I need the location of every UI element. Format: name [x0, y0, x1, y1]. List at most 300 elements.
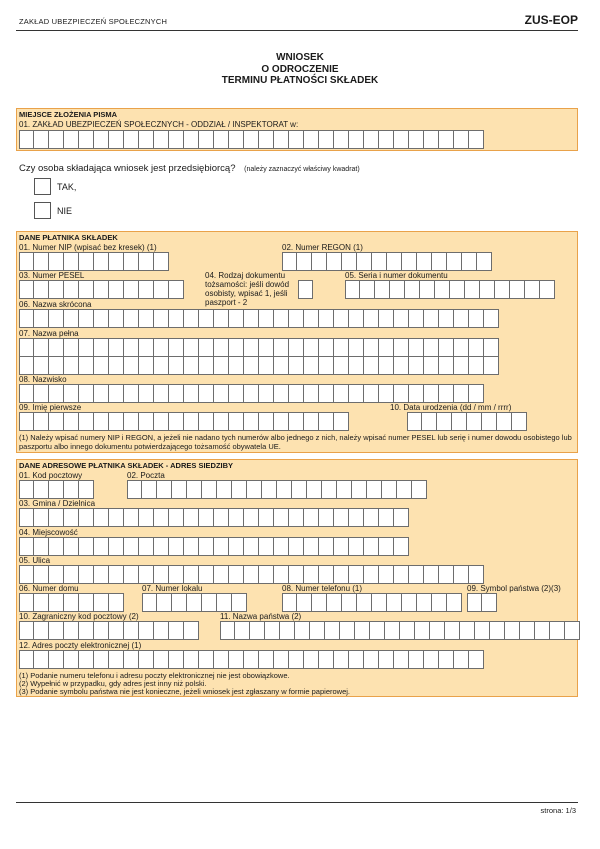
- char-cell[interactable]: [139, 565, 154, 584]
- char-cell[interactable]: [172, 480, 187, 499]
- char-cell[interactable]: [409, 565, 424, 584]
- char-cell[interactable]: [454, 384, 469, 403]
- char-cell[interactable]: [79, 356, 94, 375]
- char-cell[interactable]: [304, 384, 319, 403]
- char-cell[interactable]: [259, 130, 274, 149]
- char-cell[interactable]: [407, 412, 422, 431]
- char-cell[interactable]: [480, 280, 495, 299]
- char-cell[interactable]: [400, 621, 415, 640]
- char-cell[interactable]: [139, 537, 154, 556]
- char-cell[interactable]: [447, 593, 462, 612]
- char-cell[interactable]: [49, 537, 64, 556]
- char-cell[interactable]: [484, 356, 499, 375]
- char-cell[interactable]: [282, 252, 297, 271]
- char-cell[interactable]: [437, 412, 452, 431]
- char-cell[interactable]: [79, 130, 94, 149]
- char-cell[interactable]: [235, 621, 250, 640]
- char-cell[interactable]: [124, 508, 139, 527]
- char-cell[interactable]: [109, 650, 124, 669]
- char-cell[interactable]: [445, 621, 460, 640]
- char-cell[interactable]: [469, 356, 484, 375]
- char-cell[interactable]: [202, 480, 217, 499]
- char-cell[interactable]: [109, 412, 124, 431]
- char-cell[interactable]: [79, 593, 94, 612]
- char-cell[interactable]: [184, 309, 199, 328]
- char-cell[interactable]: [379, 650, 394, 669]
- char-cell[interactable]: [94, 537, 109, 556]
- char-cell[interactable]: [345, 280, 360, 299]
- char-cell[interactable]: [169, 565, 184, 584]
- char-cell[interactable]: [439, 565, 454, 584]
- char-cell[interactable]: [379, 565, 394, 584]
- char-cell[interactable]: [417, 252, 432, 271]
- char-cell[interactable]: [409, 356, 424, 375]
- char-cell[interactable]: [412, 480, 427, 499]
- char-cell[interactable]: [342, 252, 357, 271]
- char-cell[interactable]: [349, 384, 364, 403]
- char-cell[interactable]: [259, 384, 274, 403]
- char-cell[interactable]: [367, 480, 382, 499]
- char-cell[interactable]: [304, 130, 319, 149]
- char-cell[interactable]: [289, 384, 304, 403]
- char-cell[interactable]: [157, 480, 172, 499]
- char-cell[interactable]: [19, 480, 34, 499]
- char-cell[interactable]: [297, 593, 312, 612]
- char-cell[interactable]: [127, 480, 142, 499]
- char-cell[interactable]: [109, 593, 124, 612]
- char-cell[interactable]: [390, 280, 405, 299]
- char-cell[interactable]: [184, 412, 199, 431]
- char-cell[interactable]: [169, 537, 184, 556]
- char-cell[interactable]: [352, 480, 367, 499]
- char-cell[interactable]: [307, 480, 322, 499]
- char-cell[interactable]: [364, 508, 379, 527]
- char-cell[interactable]: [199, 130, 214, 149]
- char-cell[interactable]: [319, 130, 334, 149]
- char-cell[interactable]: [467, 412, 482, 431]
- char-cell[interactable]: [232, 480, 247, 499]
- char-cell[interactable]: [550, 621, 565, 640]
- char-cell[interactable]: [424, 650, 439, 669]
- char-cell[interactable]: [505, 621, 520, 640]
- char-cell[interactable]: [184, 621, 199, 640]
- char-cell[interactable]: [19, 537, 34, 556]
- char-cell[interactable]: [409, 309, 424, 328]
- char-cell[interactable]: [34, 621, 49, 640]
- char-cell[interactable]: [394, 650, 409, 669]
- char-cell[interactable]: [424, 356, 439, 375]
- char-cell[interactable]: [244, 130, 259, 149]
- char-cell[interactable]: [334, 338, 349, 357]
- char-cell[interactable]: [304, 309, 319, 328]
- char-cell[interactable]: [109, 252, 124, 271]
- char-cell[interactable]: [394, 338, 409, 357]
- char-cell[interactable]: [19, 130, 34, 149]
- char-cell[interactable]: [409, 338, 424, 357]
- char-cell[interactable]: [19, 356, 34, 375]
- char-cell[interactable]: [79, 280, 94, 299]
- char-cell[interactable]: [229, 537, 244, 556]
- char-cell[interactable]: [109, 384, 124, 403]
- char-cell[interactable]: [424, 338, 439, 357]
- char-cell[interactable]: [34, 537, 49, 556]
- char-cell[interactable]: [397, 480, 412, 499]
- char-cell[interactable]: [94, 384, 109, 403]
- char-cell[interactable]: [79, 480, 94, 499]
- char-cell[interactable]: [184, 384, 199, 403]
- char-cell[interactable]: [490, 621, 505, 640]
- char-cell[interactable]: [304, 565, 319, 584]
- char-cell[interactable]: [214, 508, 229, 527]
- char-cell[interactable]: [409, 130, 424, 149]
- char-cell[interactable]: [415, 621, 430, 640]
- char-cell[interactable]: [334, 537, 349, 556]
- char-cell[interactable]: [199, 537, 214, 556]
- char-cell[interactable]: [19, 650, 34, 669]
- char-cell[interactable]: [124, 537, 139, 556]
- char-cell[interactable]: [49, 384, 64, 403]
- char-cell[interactable]: [469, 130, 484, 149]
- char-cell[interactable]: [289, 130, 304, 149]
- char-cell[interactable]: [184, 650, 199, 669]
- char-cell[interactable]: [402, 252, 417, 271]
- char-cell[interactable]: [454, 565, 469, 584]
- char-cell[interactable]: [439, 356, 454, 375]
- char-cell[interactable]: [357, 593, 372, 612]
- char-cell[interactable]: [460, 621, 475, 640]
- char-cell[interactable]: [64, 537, 79, 556]
- char-cell[interactable]: [334, 412, 349, 431]
- char-cell[interactable]: [304, 537, 319, 556]
- char-cell[interactable]: [349, 356, 364, 375]
- char-cell[interactable]: [469, 565, 484, 584]
- char-cell[interactable]: [94, 508, 109, 527]
- char-cell[interactable]: [217, 480, 232, 499]
- char-cell[interactable]: [409, 650, 424, 669]
- char-cell[interactable]: [109, 280, 124, 299]
- char-cell[interactable]: [229, 384, 244, 403]
- char-cell[interactable]: [357, 252, 372, 271]
- char-cell[interactable]: [19, 384, 34, 403]
- char-cell[interactable]: [355, 621, 370, 640]
- char-cell[interactable]: [289, 338, 304, 357]
- char-cell[interactable]: [34, 130, 49, 149]
- char-cell[interactable]: [450, 280, 465, 299]
- char-cell[interactable]: [139, 356, 154, 375]
- char-cell[interactable]: [124, 338, 139, 357]
- char-cell[interactable]: [184, 537, 199, 556]
- char-cell[interactable]: [405, 280, 420, 299]
- char-cell[interactable]: [124, 252, 139, 271]
- char-cell[interactable]: [259, 356, 274, 375]
- char-cell[interactable]: [467, 593, 482, 612]
- char-cell[interactable]: [64, 384, 79, 403]
- char-cell[interactable]: [229, 338, 244, 357]
- char-cell[interactable]: [304, 338, 319, 357]
- char-cell[interactable]: [124, 412, 139, 431]
- char-cell[interactable]: [124, 309, 139, 328]
- char-cell[interactable]: [34, 593, 49, 612]
- char-cell[interactable]: [154, 650, 169, 669]
- char-cell[interactable]: [259, 565, 274, 584]
- char-cell[interactable]: [565, 621, 580, 640]
- doc-type-input[interactable]: [298, 280, 313, 299]
- full-name-input-1[interactable]: [19, 338, 499, 357]
- char-cell[interactable]: [34, 480, 49, 499]
- char-cell[interactable]: [295, 621, 310, 640]
- char-cell[interactable]: [229, 650, 244, 669]
- char-cell[interactable]: [64, 412, 79, 431]
- char-cell[interactable]: [49, 508, 64, 527]
- char-cell[interactable]: [34, 252, 49, 271]
- no-checkbox[interactable]: [34, 202, 51, 219]
- char-cell[interactable]: [202, 593, 217, 612]
- char-cell[interactable]: [220, 621, 235, 640]
- char-cell[interactable]: [109, 309, 124, 328]
- full-name-input-2[interactable]: [19, 356, 499, 375]
- char-cell[interactable]: [169, 508, 184, 527]
- char-cell[interactable]: [124, 621, 139, 640]
- char-cell[interactable]: [19, 338, 34, 357]
- char-cell[interactable]: [372, 593, 387, 612]
- char-cell[interactable]: [349, 130, 364, 149]
- char-cell[interactable]: [482, 593, 497, 612]
- char-cell[interactable]: [454, 338, 469, 357]
- char-cell[interactable]: [325, 621, 340, 640]
- phone-input[interactable]: [282, 593, 462, 612]
- char-cell[interactable]: [214, 412, 229, 431]
- char-cell[interactable]: [379, 130, 394, 149]
- char-cell[interactable]: [525, 280, 540, 299]
- char-cell[interactable]: [319, 650, 334, 669]
- char-cell[interactable]: [124, 650, 139, 669]
- char-cell[interactable]: [64, 508, 79, 527]
- apartment-no-input[interactable]: [142, 593, 247, 612]
- street-input[interactable]: [19, 565, 484, 584]
- char-cell[interactable]: [49, 338, 64, 357]
- char-cell[interactable]: [349, 537, 364, 556]
- char-cell[interactable]: [154, 252, 169, 271]
- country-name-input[interactable]: [220, 621, 580, 640]
- char-cell[interactable]: [214, 565, 229, 584]
- char-cell[interactable]: [379, 356, 394, 375]
- char-cell[interactable]: [304, 412, 319, 431]
- char-cell[interactable]: [154, 537, 169, 556]
- yes-checkbox[interactable]: [34, 178, 51, 195]
- char-cell[interactable]: [244, 650, 259, 669]
- char-cell[interactable]: [34, 650, 49, 669]
- char-cell[interactable]: [94, 593, 109, 612]
- char-cell[interactable]: [477, 252, 492, 271]
- char-cell[interactable]: [262, 480, 277, 499]
- char-cell[interactable]: [244, 508, 259, 527]
- char-cell[interactable]: [214, 309, 229, 328]
- email-input[interactable]: [19, 650, 484, 669]
- char-cell[interactable]: [259, 537, 274, 556]
- char-cell[interactable]: [19, 309, 34, 328]
- char-cell[interactable]: [19, 280, 34, 299]
- char-cell[interactable]: [454, 130, 469, 149]
- char-cell[interactable]: [64, 650, 79, 669]
- char-cell[interactable]: [79, 565, 94, 584]
- char-cell[interactable]: [319, 565, 334, 584]
- char-cell[interactable]: [454, 356, 469, 375]
- char-cell[interactable]: [154, 384, 169, 403]
- char-cell[interactable]: [312, 252, 327, 271]
- char-cell[interactable]: [109, 338, 124, 357]
- char-cell[interactable]: [439, 338, 454, 357]
- char-cell[interactable]: [535, 621, 550, 640]
- char-cell[interactable]: [370, 621, 385, 640]
- char-cell[interactable]: [319, 537, 334, 556]
- char-cell[interactable]: [49, 412, 64, 431]
- char-cell[interactable]: [109, 356, 124, 375]
- char-cell[interactable]: [349, 309, 364, 328]
- char-cell[interactable]: [124, 384, 139, 403]
- char-cell[interactable]: [274, 508, 289, 527]
- char-cell[interactable]: [334, 384, 349, 403]
- char-cell[interactable]: [259, 508, 274, 527]
- char-cell[interactable]: [394, 309, 409, 328]
- char-cell[interactable]: [394, 508, 409, 527]
- char-cell[interactable]: [319, 412, 334, 431]
- char-cell[interactable]: [64, 338, 79, 357]
- char-cell[interactable]: [169, 309, 184, 328]
- char-cell[interactable]: [109, 621, 124, 640]
- char-cell[interactable]: [379, 537, 394, 556]
- char-cell[interactable]: [274, 650, 289, 669]
- char-cell[interactable]: [424, 309, 439, 328]
- char-cell[interactable]: [199, 338, 214, 357]
- char-cell[interactable]: [439, 309, 454, 328]
- char-cell[interactable]: [64, 593, 79, 612]
- char-cell[interactable]: [79, 309, 94, 328]
- char-cell[interactable]: [64, 252, 79, 271]
- char-cell[interactable]: [169, 621, 184, 640]
- char-cell[interactable]: [94, 309, 109, 328]
- char-cell[interactable]: [364, 130, 379, 149]
- char-cell[interactable]: [139, 309, 154, 328]
- char-cell[interactable]: [289, 508, 304, 527]
- char-cell[interactable]: [94, 412, 109, 431]
- char-cell[interactable]: [49, 252, 64, 271]
- char-cell[interactable]: [244, 384, 259, 403]
- house-no-input[interactable]: [19, 593, 124, 612]
- char-cell[interactable]: [64, 480, 79, 499]
- char-cell[interactable]: [364, 650, 379, 669]
- char-cell[interactable]: [19, 252, 34, 271]
- char-cell[interactable]: [342, 593, 357, 612]
- char-cell[interactable]: [298, 280, 313, 299]
- char-cell[interactable]: [169, 338, 184, 357]
- char-cell[interactable]: [214, 356, 229, 375]
- char-cell[interactable]: [34, 356, 49, 375]
- char-cell[interactable]: [34, 412, 49, 431]
- char-cell[interactable]: [297, 252, 312, 271]
- char-cell[interactable]: [187, 593, 202, 612]
- char-cell[interactable]: [199, 565, 214, 584]
- char-cell[interactable]: [244, 565, 259, 584]
- char-cell[interactable]: [229, 130, 244, 149]
- char-cell[interactable]: [64, 280, 79, 299]
- char-cell[interactable]: [49, 280, 64, 299]
- char-cell[interactable]: [497, 412, 512, 431]
- postal-code-input[interactable]: [19, 480, 94, 499]
- char-cell[interactable]: [435, 280, 450, 299]
- char-cell[interactable]: [229, 356, 244, 375]
- char-cell[interactable]: [512, 412, 527, 431]
- char-cell[interactable]: [259, 650, 274, 669]
- char-cell[interactable]: [199, 650, 214, 669]
- char-cell[interactable]: [124, 280, 139, 299]
- char-cell[interactable]: [214, 130, 229, 149]
- char-cell[interactable]: [277, 480, 292, 499]
- char-cell[interactable]: [34, 338, 49, 357]
- char-cell[interactable]: [247, 480, 262, 499]
- char-cell[interactable]: [349, 338, 364, 357]
- char-cell[interactable]: [334, 650, 349, 669]
- short-name-input[interactable]: [19, 309, 499, 328]
- char-cell[interactable]: [64, 130, 79, 149]
- char-cell[interactable]: [49, 356, 64, 375]
- char-cell[interactable]: [322, 480, 337, 499]
- char-cell[interactable]: [259, 412, 274, 431]
- char-cell[interactable]: [424, 565, 439, 584]
- char-cell[interactable]: [154, 130, 169, 149]
- char-cell[interactable]: [49, 593, 64, 612]
- char-cell[interactable]: [439, 650, 454, 669]
- char-cell[interactable]: [154, 621, 169, 640]
- char-cell[interactable]: [154, 338, 169, 357]
- char-cell[interactable]: [540, 280, 555, 299]
- char-cell[interactable]: [214, 650, 229, 669]
- char-cell[interactable]: [217, 593, 232, 612]
- char-cell[interactable]: [364, 309, 379, 328]
- char-cell[interactable]: [169, 650, 184, 669]
- char-cell[interactable]: [417, 593, 432, 612]
- char-cell[interactable]: [462, 252, 477, 271]
- char-cell[interactable]: [229, 508, 244, 527]
- char-cell[interactable]: [319, 338, 334, 357]
- char-cell[interactable]: [232, 593, 247, 612]
- char-cell[interactable]: [469, 338, 484, 357]
- char-cell[interactable]: [184, 508, 199, 527]
- char-cell[interactable]: [334, 508, 349, 527]
- char-cell[interactable]: [385, 621, 400, 640]
- char-cell[interactable]: [169, 356, 184, 375]
- char-cell[interactable]: [304, 650, 319, 669]
- char-cell[interactable]: [424, 384, 439, 403]
- char-cell[interactable]: [79, 412, 94, 431]
- city-input[interactable]: [19, 537, 409, 556]
- char-cell[interactable]: [360, 280, 375, 299]
- char-cell[interactable]: [79, 384, 94, 403]
- char-cell[interactable]: [199, 384, 214, 403]
- char-cell[interactable]: [94, 356, 109, 375]
- char-cell[interactable]: [469, 650, 484, 669]
- char-cell[interactable]: [154, 508, 169, 527]
- char-cell[interactable]: [289, 309, 304, 328]
- char-cell[interactable]: [274, 356, 289, 375]
- nip-input[interactable]: [19, 252, 169, 271]
- char-cell[interactable]: [454, 309, 469, 328]
- country-symbol-input[interactable]: [467, 593, 497, 612]
- char-cell[interactable]: [109, 508, 124, 527]
- char-cell[interactable]: [289, 412, 304, 431]
- char-cell[interactable]: [409, 384, 424, 403]
- char-cell[interactable]: [19, 412, 34, 431]
- char-cell[interactable]: [154, 356, 169, 375]
